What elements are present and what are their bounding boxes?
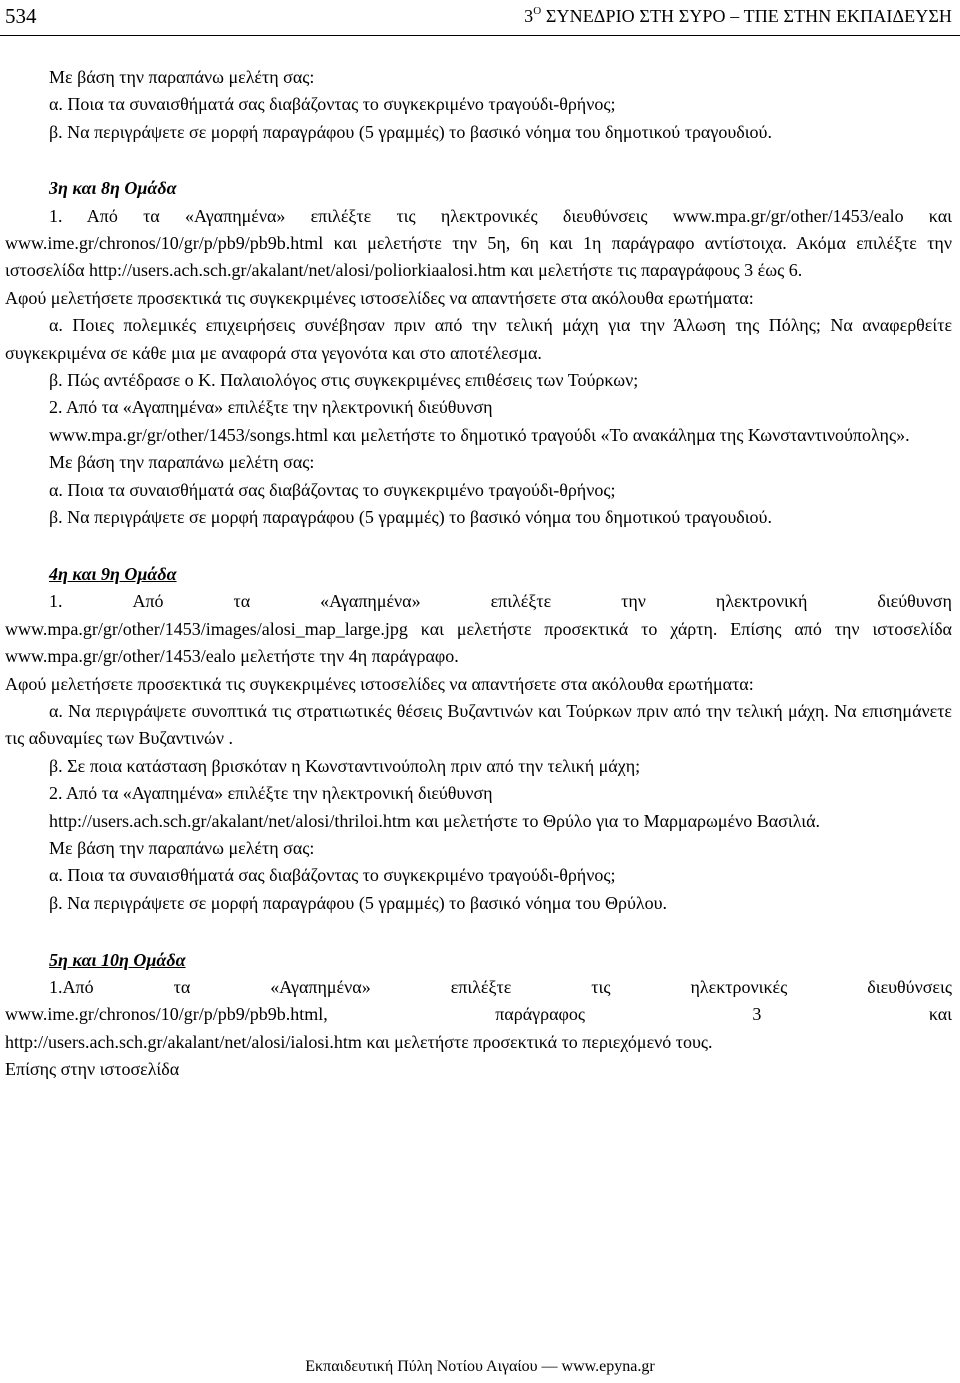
group-4-9-item-1-first-line xyxy=(5,588,952,615)
group-4-9-question-2a: α. Ποια τα συναισθήματά σας διαβάζοντας το συγκεκριμένο τραγούδι-θρήνος; xyxy=(49,865,616,886)
group-4-9-item-1-links: www.mpa.gr/gr/other/1453/images/alosi_map_large.jpg και μελετήστε προσεκτικά το χάρτη. Επίσης από την ιστοσελίδα www.mpa.gr/gr/other/1453/ealo μελετήστε την 4η παράγραφο. xyxy=(5,618,952,667)
word-3: «Αγαπημένα» xyxy=(320,591,421,612)
group-4-9-item-2: 2. Από τα «Αγαπημένα» επιλέξτε την ηλεκτρονική διεύθυνση xyxy=(49,783,493,804)
header-rule xyxy=(0,35,960,36)
word-0: www.ime.gr/chronos/10/gr/p/pb9/pb9b.html, xyxy=(5,1004,328,1025)
word-1: τα xyxy=(173,976,191,997)
group-heading-3-8: 3η και 8η Ομάδα xyxy=(49,178,177,199)
group-5-10-item-1-third-line: http://users.ach.sch.gr/akalant/net/alosi/ialosi.htm και μελετήστε προσεκτικά το περιεχόμενό τους. xyxy=(5,1031,713,1052)
group-3-8-study-intro: Με βάση την παραπάνω μελέτη σας: xyxy=(49,452,315,473)
word-0: 1.Από xyxy=(49,976,94,997)
word-4: επιλέξτε xyxy=(490,591,552,612)
group-3-8-question-b: β. Πώς αντέδρασε ο Κ. Παλαιολόγος στις συγκεκριμένες επιθέσεις των Τούρκων; xyxy=(49,370,639,391)
word-5: την xyxy=(621,591,646,612)
page-footer: Εκπαιδευτική Πύλη Νοτίου Αιγαίου — www.epyna.gr xyxy=(305,1358,655,1375)
word-4: τις xyxy=(591,976,611,997)
page-header xyxy=(0,0,960,40)
group-3-8-question-2a: α. Ποια τα συναισθήματά σας διαβάζοντας το συγκεκριμένο τραγούδι-θρήνος; xyxy=(49,479,616,500)
word-2: τα xyxy=(233,591,251,612)
group-3-8-after-text: Αφού μελετήσετε προσεκτικά τις συγκεκριμένες ιστοσελίδες να απαντήσετε στα ακόλουθα ερωτήματα: xyxy=(5,287,754,308)
group-3-8-item-2: 2. Από τα «Αγαπημένα» επιλέξτε την ηλεκτρονική διεύθυνση xyxy=(49,397,493,418)
document-body xyxy=(5,64,952,1084)
group-3-8-question-2b: β. Να περιγράψετε σε μορφή παραγράφου (5 γραμμές) το βασικό νόημα του δημοτικού τραγουδιού. xyxy=(49,507,772,528)
group-4-9-question-2b: β. Να περιγράψετε σε μορφή παραγράφου (5 γραμμές) το βασικό νόημα του Θρύλου. xyxy=(49,892,668,913)
word-3: επιλέξτε xyxy=(450,976,512,997)
group-5-10-item-1-fourth-line: Επίσης στην ιστοσελίδα xyxy=(5,1059,180,1080)
word-0: 1. xyxy=(49,591,63,612)
question-b: β. Να περιγράψετε σε μορφή παραγράφου (5 γραμμές) το βασικό νόημα του δημοτικού τραγουδιού. xyxy=(49,121,772,142)
word-6: ηλεκτρονική xyxy=(715,591,808,612)
group-5-10-item-1-first-line xyxy=(5,974,952,1001)
word-2: «Αγαπημένα» xyxy=(270,976,371,997)
group-heading-5-10: 5η και 10η Ομάδα xyxy=(49,949,186,970)
word-6: διευθύνσεις xyxy=(867,976,952,997)
group-3-8-question-a: α. Ποιες πολεμικές επιχειρήσεις συνέβησαν πριν από την τελική μάχη για την Άλωση της Πόλης; Να αναφερθείτε συγκεκριμένα σε κάθε μια με αναφορά στα γεγονότα και στο αποτέλεσμα. xyxy=(5,315,952,363)
group-heading-4-9: 4η και 9η Ομάδα xyxy=(49,563,177,584)
group-4-9-after-text: Αφού μελετήσετε προσεκτικά τις συγκεκριμένες ιστοσελίδες να απαντήσετε στα ακόλουθα ερωτήματα: xyxy=(5,673,754,694)
group-4-9-question-a: α. Να περιγράψετε συνοπτικά τις στρατιωτικές θέσεις Βυζαντινών και Τούρκων πριν από την τελική μάχη. Να επισημάνετε τις αδυναμίες των Βυζαντινών . xyxy=(5,700,952,749)
group-3-8-item-1: 1. Από τα «Αγαπημένα» επιλέξτε τις ηλεκτρονικές διευθύνσεις www.mpa.gr/gr/other/1453/ealo και www.ime.gr/chronos/10/gr/p/pb9/pb9b.html και μελετήστε την 5η, 6η και 1η παράγραφο αντίστοιχα. Ακόμα επιλέξτε την ιστοσελίδα http://users.ach.sch.gr/akalant/net/alosi/poliorkiaalosi.htm και μελετήστε τις παραγράφους 3 έως 6. xyxy=(5,205,952,281)
group-4-9-study-intro: Με βάση την παραπάνω μελέτη σας: xyxy=(49,837,315,858)
study-intro: Με βάση την παραπάνω μελέτη σας: xyxy=(49,67,315,87)
word-3: και xyxy=(928,1004,952,1025)
group-4-9-item-2-link-text: http://users.ach.sch.gr/akalant/net/alosi/thriloi.htm και μελετήστε το Θρύλο για το Μαρμαρωμένο Βασιλιά. xyxy=(49,810,821,831)
word-1: παράγραφος xyxy=(495,1004,586,1025)
word-7: διεύθυνση xyxy=(877,591,952,612)
group-3-8-item-2-link-text: www.mpa.gr/gr/other/1453/songs.html και μελετήστε το δημοτικό τραγούδι «Το ανακάλημα της Κωνσταντινούπολης». xyxy=(49,424,910,445)
running-head: $3^O$ ΣΥΝΕΔΡΙΟ ΣΤΗ ΣΥΡΟ – ΤΠΕ ΣΤΗΝ ΕΚΠΑΙΔΕΥΣΗ xyxy=(524,5,952,26)
question-a: α. Ποια τα συναισθήματά σας διαβάζοντας το συγκεκριμένο τραγούδι-θρήνος; xyxy=(49,94,616,115)
page-number: 534 xyxy=(5,4,37,28)
word-5: ηλεκτρονικές xyxy=(690,976,788,997)
group-5-10-item-1-second-line xyxy=(5,1001,952,1028)
group-4-9-question-b: β. Σε ποια κατάσταση βρισκόταν η Κωνσταντινούπολη πριν από την τελική μάχη; xyxy=(49,755,641,776)
word-1: Από xyxy=(132,591,164,612)
word-2: 3 xyxy=(752,1004,762,1025)
running-head-superscript: Ο xyxy=(533,5,542,17)
